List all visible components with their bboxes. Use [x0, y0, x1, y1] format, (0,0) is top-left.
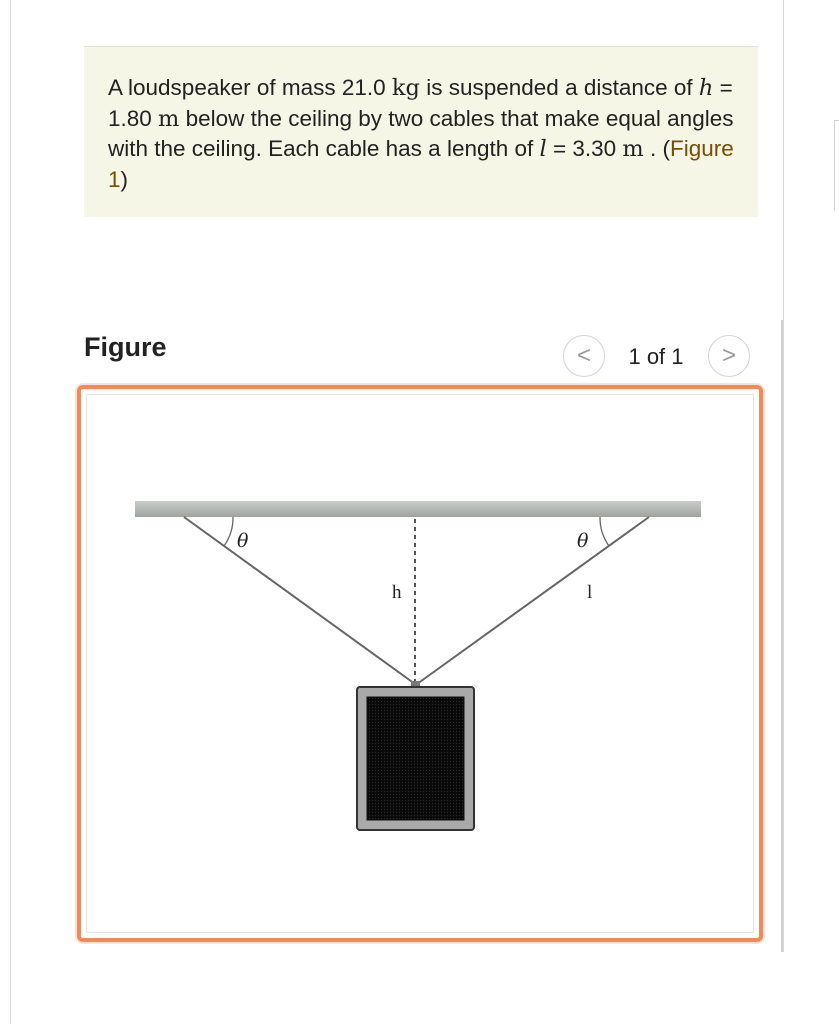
problem-text-part: below the ceiling by two cables that make equal angles with the ceiling. Each cable has a length of: [108, 105, 734, 161]
l-label: l: [587, 582, 593, 603]
problem-text-part: is suspended a distance of: [419, 75, 699, 100]
l-unit: m: [622, 136, 644, 162]
problem-text-part: A loudspeaker of mass 21.0: [108, 75, 392, 100]
problem-text-part: ): [120, 166, 129, 192]
next-figure-button[interactable]: [708, 335, 750, 377]
problem-text-part: = 3.30: [546, 136, 623, 161]
right-cable: [417, 517, 649, 684]
mass-unit: kg: [391, 75, 420, 101]
ceiling-bar: [135, 501, 701, 517]
figure-page-count: 1 of 1: [628, 344, 684, 369]
figure-canvas: [86, 394, 754, 933]
right-column-rule: [783, 0, 784, 952]
chevron-right-icon: >: [721, 342, 736, 369]
problem-statement-box: [84, 46, 758, 217]
right-panel-edge: [834, 120, 839, 211]
left-cable: [184, 517, 415, 684]
h-label: h: [392, 582, 402, 603]
loudspeaker-grille: [367, 697, 464, 820]
h-unit: m: [158, 105, 180, 132]
theta-right-label: θ: [577, 530, 589, 552]
right-angle-arc: [600, 517, 609, 546]
left-angle-arc: [224, 517, 233, 546]
previous-figure-button[interactable]: [563, 335, 605, 377]
figure-frame: [77, 385, 763, 942]
h-symbol: h: [698, 75, 714, 101]
problem-text-part: = 1.80: [108, 75, 733, 131]
chevron-left-icon: <: [576, 342, 591, 369]
theta-left-label: θ: [237, 530, 249, 552]
figure-link[interactable]: Figure 1: [108, 136, 734, 192]
problem-text: [108, 73, 734, 195]
l-symbol: l: [539, 136, 547, 162]
loudspeaker-diagram: [87, 395, 755, 934]
problem-text-part: . (: [643, 136, 671, 161]
left-edge-rule: [10, 0, 11, 1024]
figure-heading: Figure: [84, 332, 167, 362]
right-column-divider: [781, 320, 783, 952]
